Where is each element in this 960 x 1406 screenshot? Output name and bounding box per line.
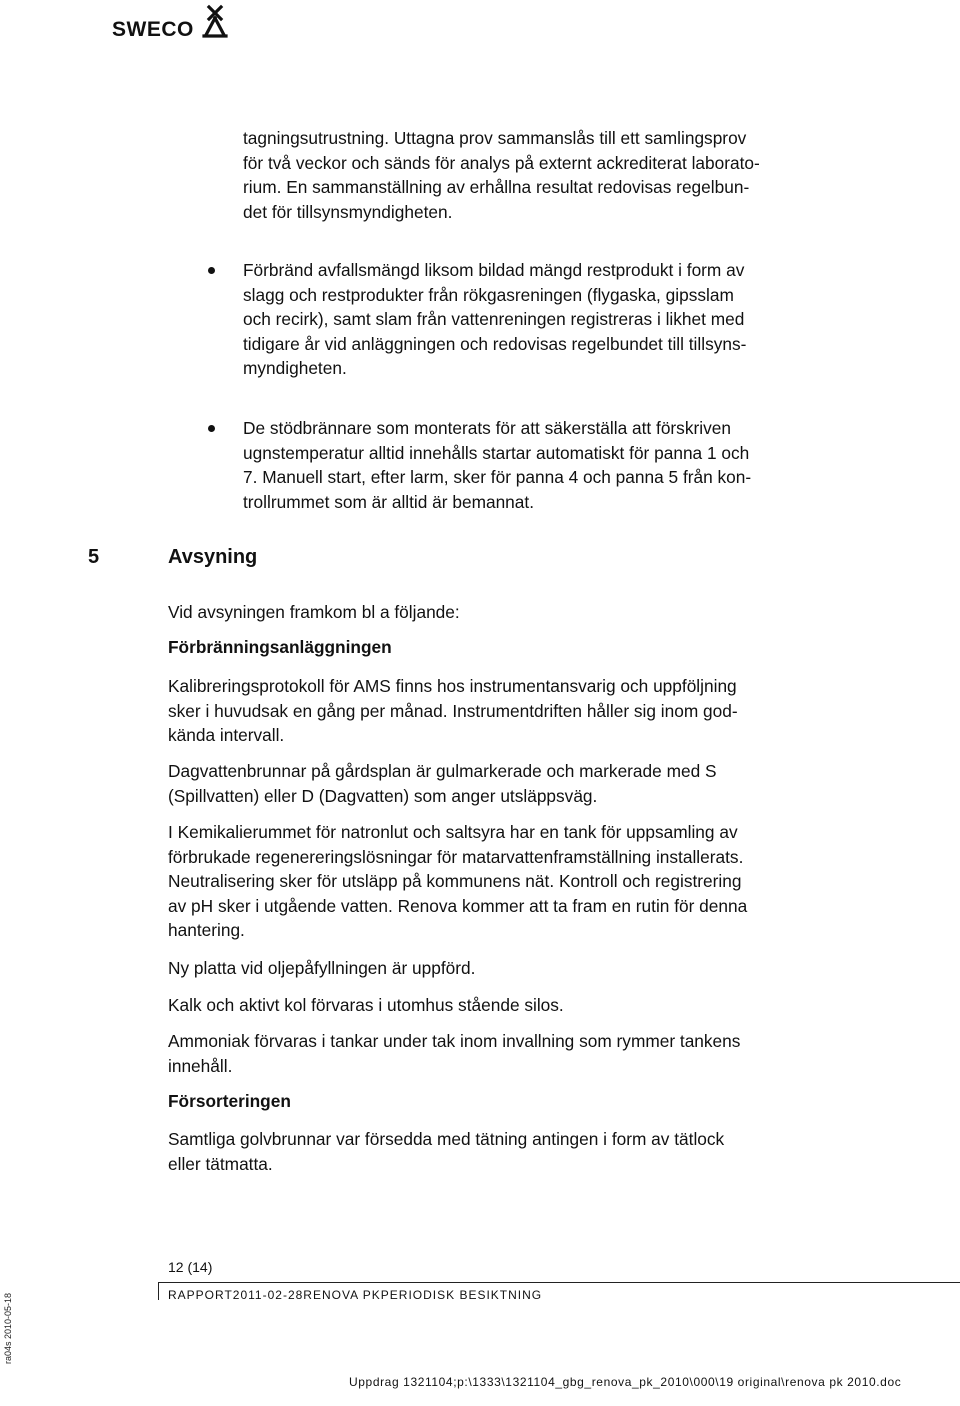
text-line: Samtliga golvbrunnar var försedda med tätning antingen i form av tätlock: [168, 1129, 725, 1149]
continuation-paragraph: [243, 126, 760, 224]
paragraph-chemical-room: [168, 820, 747, 943]
text-line: PERIODISK BESIKTNING: [380, 1288, 543, 1302]
intro-text: Vid avsyningen framkom bl a följande:: [168, 602, 460, 622]
text-line: och recirk), samt slam från vattenreningen registreras i likhet med: [243, 309, 745, 329]
text-line: 7. Manuell start, efter larm, sker för panna 4 och panna 5 från kon-: [243, 467, 752, 487]
text-line: kända intervall.: [168, 725, 285, 745]
text-line: Ny platta vid oljepåfyllningen är uppförd.: [168, 958, 476, 978]
paragraph-floor-drains: [168, 1127, 724, 1176]
text-line: De stödbrännare som monterats för att säkerställa att förskriven: [243, 418, 731, 438]
subsection-heading-presorting: Försorteringen: [168, 1091, 291, 1111]
paragraph-silos: [168, 993, 564, 1018]
bullet-item-support-burners: [243, 416, 751, 514]
paragraph-ammonia: [168, 1029, 740, 1078]
text-line: Kalk och aktivt kol förvaras i utomhus stående silos.: [168, 995, 564, 1015]
text-line: Ammoniak förvaras i tankar under tak inom invallning som rymmer tankens: [168, 1031, 741, 1051]
text-line: tagningsutrustning. Uttagna prov sammanslås till ett samlingsprov: [243, 128, 747, 148]
text-line: I Kemikalierummet för natronlut och saltsyra har en tank för uppsamling av: [168, 822, 738, 842]
footer-divider: [158, 1282, 960, 1283]
text-line: eller tätmatta.: [168, 1153, 273, 1174]
text-line: sker i huvudsak en gång per månad. Instrumentdriften håller sig inom god-: [168, 700, 738, 721]
text-line: tidigare år vid anläggningen och redovisas regelbundet till tillsyns-: [243, 333, 747, 354]
text-line: förbrukade regenereringslösningar för matarvattenframställning installerats.: [168, 846, 744, 867]
footer-document-info: [168, 1288, 542, 1303]
footer-divider-tick: [158, 1282, 159, 1300]
text-line: trollrummet som är alltid är bemannat.: [243, 491, 535, 512]
text-line: 2011-02-28: [232, 1288, 304, 1302]
sweco-star-icon: [200, 4, 230, 40]
text-line: p:\1333\1321104_gbg_renova_pk_2010\000\19 original\renova pk 2010.doc: [457, 1375, 902, 1389]
text-line: Kalibreringsprotokoll för AMS finns hos instrumentansvarig och uppföljning: [168, 676, 737, 696]
bullet-marker: [208, 267, 215, 274]
text-line: ugnstemperatur alltid innehålls startar automatiskt för panna 1 och: [243, 442, 750, 463]
page-number: 12 (14): [168, 1259, 213, 1275]
text-line: RENOVA PK: [303, 1288, 381, 1302]
text-line: av pH sker i utgående vatten. Renova kommer att ta fram en rutin för denna: [168, 895, 748, 916]
paragraph-oil-platform: [168, 956, 475, 981]
text-line: Uppdrag 1321104;: [349, 1375, 458, 1389]
text-line: Neutralisering sker för utsläpp på kommunens nät. Kontroll och registrering: [168, 871, 742, 891]
text-line: myndigheten.: [243, 358, 347, 378]
footer-file-path: [349, 1375, 901, 1391]
text-line: Dagvattenbrunnar på gårdsplan är gulmarkerade och markerade med S: [168, 761, 717, 781]
paragraph-stormwater: [168, 759, 717, 808]
text-line: det för tillsynsmyndigheten.: [243, 201, 453, 222]
template-code: ra04s 2010-05-18: [3, 1292, 13, 1364]
section-title: Avsyning: [168, 546, 258, 568]
text-line: Förbränd avfallsmängd liksom bildad mängd restprodukt i form av: [243, 260, 745, 280]
logo-text: SWECO: [112, 18, 194, 41]
text-line: rium. En sammanställning av erhållna resultat redovisas regelbun-: [243, 177, 750, 197]
text-line: RAPPORT: [168, 1288, 233, 1302]
subsection-heading-incineration: Förbränningsanläggningen: [168, 637, 392, 657]
text-line: hantering.: [168, 920, 245, 940]
bullet-marker: [208, 425, 215, 432]
section-number: 5: [88, 546, 100, 568]
text-line: slagg och restprodukter från rökgasreningen (flygaska, gipsslam: [243, 284, 734, 305]
text-line: innehåll.: [168, 1055, 233, 1076]
paragraph-calibration: [168, 674, 738, 748]
bullet-item-waste-registration: [243, 258, 746, 381]
text-line: (Spillvatten) eller D (Dagvatten) som anger utsläppsväg.: [168, 785, 598, 806]
text-line: för två veckor och sänds för analys på externt ackrediterat laborato-: [243, 152, 760, 173]
